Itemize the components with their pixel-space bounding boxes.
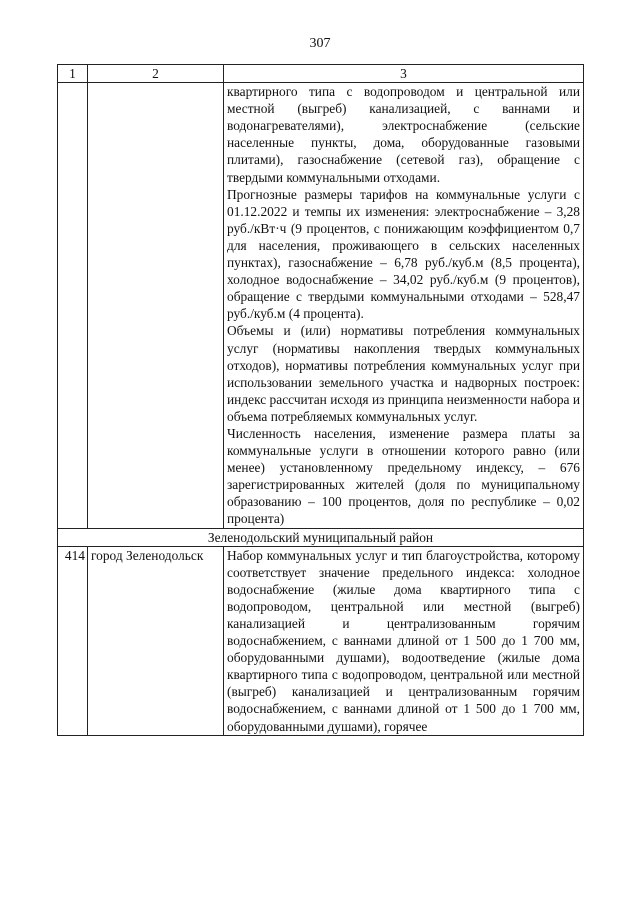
paragraph-amenities: квартирного типа с водопроводом и центральной или местной (выгреб) канализацией, с ваннами и водонагревателями), электроснабжение (сельские населенные пункты, дома, оборудованные газовыми плитами), газоснабжение (сетевой газ), обращение с твердыми коммунальными отходами. [227, 84, 580, 185]
paragraph-volumes: Объемы и (или) нормативы потребления коммунальных услуг (нормативы накопления твердых коммунальных отходов), нормативы потребления коммунальных услуг при использовании земельного участка и надворных построек: индекс рассчитан исходя из принципа неизменности набора и объема потребляемых коммунальных услуг. [227, 323, 580, 424]
header-col-2: 2 [88, 65, 224, 83]
paragraph-tariffs: Прогнозные размеры тарифов на коммунальные услуги с 01.12.2022 и темпы их изменения: электроснабжение – 3,28 руб./кВт·ч (9 процентов, с понижающим коэффициентом 0,7 для населения, проживающего в сельских населенных пунктах), газоснабжение – 6,78 руб./куб.м (8,5 процента), холодное водоснабжение – 34,02 руб./куб.м (9 процентов), обращение с твердыми коммунальными отходами – 528,47 руб./куб.м (4 процента). [227, 186, 580, 322]
tariff-table [57, 64, 584, 736]
cell-description [224, 546, 584, 735]
table-header-row [58, 65, 584, 83]
header-col-1: 1 [58, 65, 88, 83]
cell-number: 414 [58, 546, 88, 735]
section-row [58, 528, 584, 546]
paragraph-population: Численность населения, изменение размера платы за коммунальные услуги в отношении которого равно (или менее) установленному предельному индексу, – 676 зарегистрированных жителей (доля по муниципальному образованию – 100 процентов, доля по республике – 0,02 процента) [227, 425, 580, 527]
cell-description [224, 83, 584, 528]
cell-number [58, 83, 88, 528]
cell-name: город Зеленодольск [88, 546, 224, 735]
header-col-3: 3 [224, 65, 584, 83]
cell-name [88, 83, 224, 528]
table-row-continuation [58, 83, 584, 528]
page-number: 307 [309, 36, 331, 51]
section-title: Зеленодольский муниципальный район [58, 528, 584, 546]
table-row-414 [58, 546, 584, 735]
paragraph-service-set: Набор коммунальных услуг и тип благоустройства, которому соответствует значение предельного индекса: холодное водоснабжение (жилые дома квартирного типа с водопроводом, центральной или местной (выгреб) канализацией и централизованным горячим водоснабжением, с ваннами длиной от 1 500 до 1 700 мм, оборудованными душами), водоотведение (жилые дома квартирного типа с водопроводом, центральной или местной (выгреб) канализацией и централизованным горячим водоснабжением, с ваннами длиной от 1 500 до 1 700 мм, оборудованными душами), горячее [227, 547, 580, 734]
